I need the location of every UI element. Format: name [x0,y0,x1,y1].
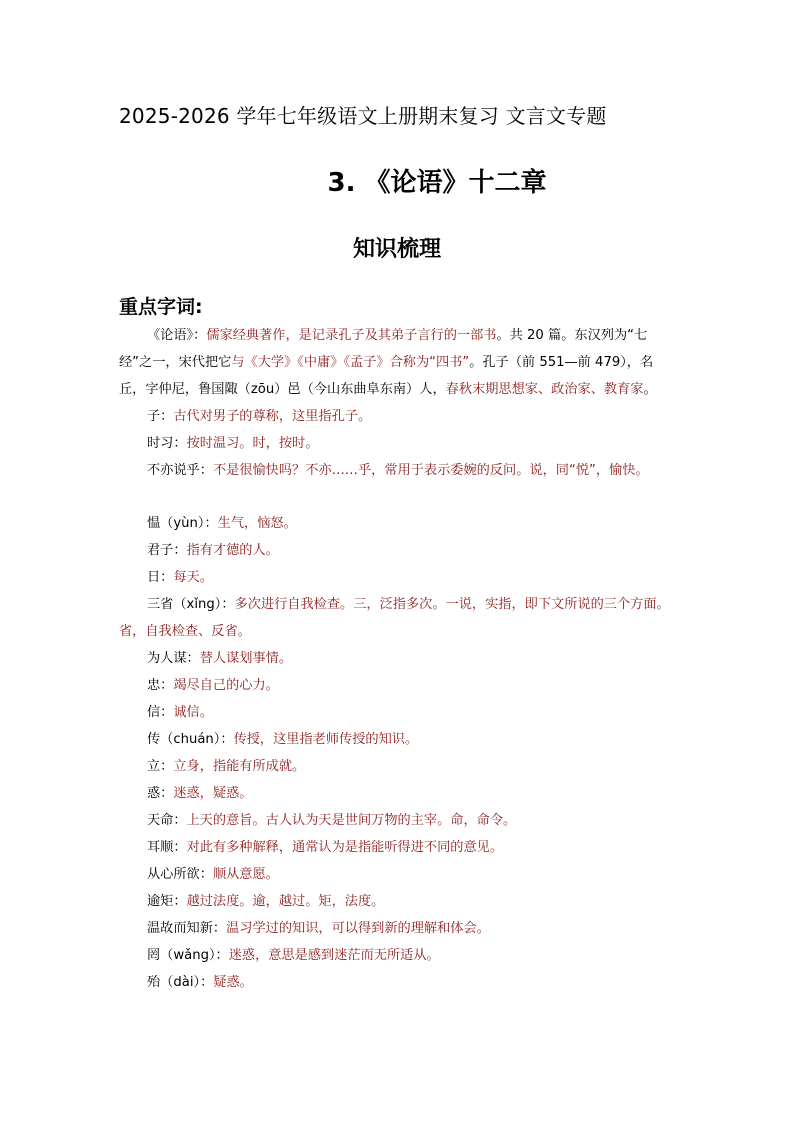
entry-definition: 立身，指能有所成就。 [173,759,306,774]
entry-definition: 指有才德的人。 [186,543,279,558]
entry-definition: 古代对男子的尊称，这里指孔子。 [173,409,372,424]
entry-definition: 对此有多种解释，通常认为是指能听得进不同的意见。 [186,840,504,855]
entry-term: 罔（wǎng）： [147,948,229,963]
entry-item [119,888,677,915]
entry-item [119,457,677,484]
intro-term: 《论语》： [147,328,207,343]
entry-item [119,834,677,861]
entry-term: 逾矩： [147,894,187,909]
entry-definition: 温习学过的知识，可以得到新的理解和体会。 [226,921,490,936]
page-subtitle: 知识梳理 [352,237,441,262]
entry-term: 愠（yùn）： [147,516,218,531]
entry-definition: 按时温习。时，按时。 [186,436,319,451]
intro-text: 。孔子（前 551—前 479），名丘，字仲尼，鲁国陬（zōu）邑（今山东曲阜东南）人， [119,355,654,397]
intro-text: 儒家经典著作，是 [206,328,312,343]
entry-definition: 不是很愉快吗？不亦……乎，常用于表示委婉的反问。说，同“悦”，愉快。 [212,463,649,478]
entry-definition: 诚信。 [173,705,213,720]
entry-item [119,807,677,834]
entry-term: 君子： [147,543,187,558]
section-title: 重点字词: [119,296,203,318]
entry-term: 传（chuán）： [147,732,234,747]
content-body [119,322,677,996]
intro-text: 。共 20 篇。东汉列为“七经”之一，宋代把它 [119,328,648,370]
entry-item [119,861,677,888]
entry-definition: 传授，这里指老师传授的知识。 [233,732,419,747]
entry-term: 日： [147,570,174,585]
entry-term: 三省（xǐng）： [147,597,235,612]
intro-text: 与《大学》《中庸》《孟子》合称为“四书” [231,355,470,370]
entry-term: 殆（dài）： [147,975,214,990]
entry-definition: 多次进行自我检查。三，泛指多次。一说，实指，即下文所说的三个方面。省，自我检查、反省。 [119,597,670,639]
entry-term: 为人谋： [147,651,200,666]
entry-definition: 生气，恼怒。 [217,516,297,531]
entry-item [119,672,677,699]
entry-term: 不亦说乎： [147,463,213,478]
entry-term: 惑： [147,786,174,801]
entry-item [119,537,677,564]
spacer [119,484,677,510]
entry-item [119,942,677,969]
entry-item [119,969,677,996]
entry-definition: 迷惑，意思是感到迷茫而无所适从。 [228,948,440,963]
intro-text: 记录孔子及其弟子言行的一部书 [311,328,497,343]
intro-text: 春秋末期思想家、政治家、教育家 [445,382,644,397]
doc-header: 2025-2026 学年七年级语文上册期末复习 文言文专题 [119,104,607,128]
entry-item [119,645,677,672]
page-title: 3. 《论语》十二章 [327,168,547,198]
entry-term: 信： [147,705,174,720]
entry-definition: 竭尽自己的心力。 [173,678,279,693]
intro-text: 。 [643,382,657,397]
entry-definition: 迷惑，疑惑。 [173,786,253,801]
entry-definition: 每天。 [173,570,213,585]
entry-definition: 越过法度。逾，越过。矩，法度。 [186,894,385,909]
entry-term: 时习： [147,436,187,451]
entry-term: 从心所欲： [147,867,213,882]
entry-item [119,564,677,591]
entry-item [119,430,677,457]
entry-item [119,591,677,645]
entry-definition: 疑惑。 [213,975,253,990]
entry-term: 天命： [147,813,187,828]
entry-definition: 顺从意愿。 [212,867,279,882]
entry-item [119,403,677,430]
entry-definition: 替人谋划事情。 [199,651,293,666]
entry-item [119,510,677,537]
entry-term: 温故而知新： [147,921,227,936]
entry-item [119,753,677,780]
entry-term: 立： [147,759,174,774]
entry-item [119,726,677,753]
entry-term: 忠： [147,678,174,693]
intro-paragraph [119,322,677,403]
entry-term: 耳顺： [147,840,187,855]
entry-item [119,699,677,726]
entry-item [119,915,677,942]
entry-definition: 上天的意旨。古人认为天是世间万物的主宰。命，命令。 [186,813,517,828]
entry-term: 子： [147,409,174,424]
entry-item [119,780,677,807]
